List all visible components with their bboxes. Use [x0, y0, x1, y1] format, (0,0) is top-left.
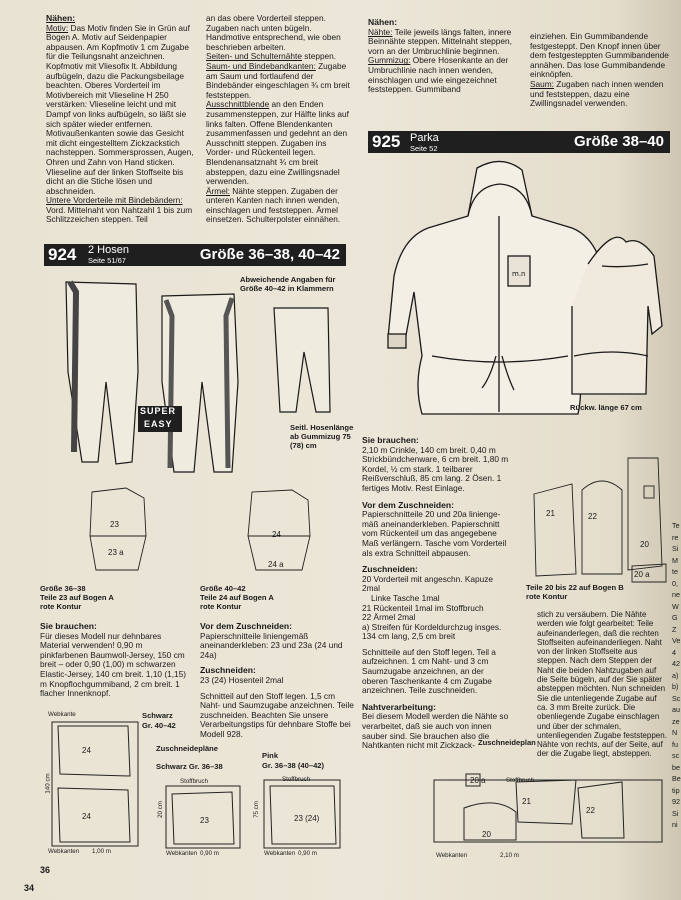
cut-off-fragment: 92 — [672, 797, 680, 806]
plan-stoffbruch: Stoffbruch — [506, 777, 535, 784]
label-naehte: Nähte: — [368, 26, 393, 37]
black-webkanten: Webkanten — [48, 848, 80, 855]
width-100: 1,00 m — [92, 848, 111, 855]
text-ausschnittblende: an den Enden zusammensteppen, zur Hälfte links auf links falten. Offene Blendenkanten zusammenfassen und gedehnt an den Ausschnitt steppen. Zugaben ins Vorder- und Rückenteil legen. Blendenansatznaht ¾ cm breit absteppen, dazu eine Zwillingsnadel verwenden. — [206, 99, 349, 187]
heading-nahtverarbeitung: Nahtverarbeitung: — [362, 701, 437, 712]
model-size-924: Größe 36–38, 40–42 — [199, 246, 340, 263]
g2b: Teile 24 auf Bogen A — [200, 592, 274, 602]
cut-off-fragment: M — [672, 555, 678, 565]
cut-item-1: 20 Vorderteil mit angeschn. Kapuze 2mal — [362, 573, 493, 594]
height-20: 20 cm — [156, 801, 164, 818]
parka-plan-title: Zuschneideplan — [478, 738, 536, 747]
cut-off-fragment: b) — [672, 682, 679, 691]
cut-item-2: Linke Tasche 1mal — [371, 592, 440, 603]
cut-off-fragment: W — [672, 601, 679, 611]
g2: Größe 40–42 — [200, 584, 246, 593]
cut-item-4: 22 Ärmel 2mal — [362, 612, 416, 623]
text-vor-dem-zuschneiden-925: Papierschnitteile 20 und 20a linienge-mäß aneinanderkleben. Papierschnitt vom Rückenteil um das angegebene Maß verlängern. Tasche vom Vorderteil als extra Schnitteil abpausen. — [362, 509, 507, 558]
text-seam-method: stich zu versäubern. Die Nähte werden wie folgt gearbeitet: Teile aufeinanderlegen, daß die rechten Stoffseiten aufeinanderliegen. Naht von der linken Stoffseite aus steppen. Nach dem Steppen der Naht die beiden Nahtzugaben auf die Seite bügeln, auf der Sie später absteppen möchten. Nun schneiden Sie die untenliegende Zugabe auf ca. 3 mm Breite zurück. Die obenliegende Zugabe einschlagen und über der schmalen, untenliegenden Zugabe feststeppen. Nähte von rechts, auf der Seite, auf der die Zugabe liegt, absteppen. — [537, 610, 667, 759]
black-webkante: Webkante — [48, 711, 76, 718]
label-seitennaehte: Seiten- und Schulternähte — [206, 51, 302, 62]
cut-off-fragment: 0, — [672, 578, 678, 588]
parka-pattern-pieces — [532, 454, 672, 584]
plan-label-21: 21 — [522, 797, 531, 806]
trousers-plans-title: Zuschneidepläne — [156, 744, 219, 753]
label-saum: Saum- und Bindebandkanten: — [206, 60, 316, 71]
piece-label-20: 20 — [640, 540, 649, 549]
model-number-924: 924 — [48, 245, 77, 264]
piece-24a: 24 a — [268, 560, 284, 569]
plan-webkanten: Webkanten — [436, 852, 468, 859]
height-75: 75 cm — [252, 801, 260, 818]
cut-off-fragment: N — [672, 728, 678, 737]
plan-piece-23: 23 — [200, 816, 209, 825]
text-zuschneiden-925: Schnitteile auf den Stoff legen. Teil a aufzeichnen. 1 cm Naht- und 3 cm Saumzugabe anzeichnen, an der oberen Taschenkante 4 cm Zugabe anzeichnen. Teile zuschneiden. — [362, 646, 496, 696]
piece-label-21: 21 — [546, 509, 555, 518]
cut-off-fragment: a) — [672, 670, 679, 680]
label-untere-vorderteile: Untere Vorderteile mit Bindebändern: — [46, 195, 183, 206]
g1b: Teile 23 auf Bogen A — [40, 592, 114, 602]
heading-sie-brauchen-924: Sie brauchen: — [40, 621, 97, 631]
sewing-instructions-top-left — [46, 14, 194, 225]
piece-label-22: 22 — [588, 512, 597, 521]
text-sie-brauchen-925: 2,10 m Crinkle, 140 cm breit. 0,40 m Strickbündchenware, 6 cm breit. 1,80 m Kordel, ½ cm stark. 1 teilbarer Reißverschluß, 85 cm lang. 2 Ösen. 1 fertiges Motiv. Rest Einlage. — [362, 444, 509, 493]
model-name-924: 2 Hosen — [88, 244, 129, 256]
model-page-924: Seite 51/67 — [88, 256, 126, 265]
sewing-instructions-top-far — [530, 32, 670, 109]
label-motiv: Motiv: — [46, 22, 69, 33]
model-name: Parka — [410, 132, 439, 144]
trousers-illustration — [46, 272, 346, 482]
cut-off-fragment: Sc — [672, 693, 681, 703]
text-sie-brauchen-924: Für dieses Modell nur dehnbares Material verwenden! 0,90 m pinkfarbenen Baumwoll-Jersey, 150 cm breit – oder 0,90 (1,00) m schwarzen Elastic-Jersey, 140 cm breit. 1,10 (1,15) m Knopflochgummiband, 2 cm breit. 1 flacher Innenknopf. — [40, 630, 187, 699]
trousers-cutting-plans — [48, 716, 358, 856]
model-924-banner — [44, 244, 346, 266]
page-number-outer: 34 — [24, 883, 35, 893]
cut-off-fragment: Te — [672, 521, 680, 530]
plan-piece-24b: 24 — [82, 812, 91, 821]
black-title: Schwarz — [142, 711, 173, 720]
text-motiv: Das Motiv finden Sie in Grün auf Bogen A. Motiv auf Seidenpapier abpausen. Am Kopfmotiv 1 cm Zugabe für die Teilungsnaht anzeichnen. Kopfmotiv mit Vliesofix lt. Abbildung aufbügeln, dazu die Packungsbeilage beachten. Oberes Vorderteil im Motivbereich mit Vlieseline H 250 verstärken: Vlieseline leicht und mit Dampf von links aufbügeln, so läßt sie sich später wieder entfernen. Motivaußenkanten sowie das Gesicht mit dicht eingestelltem Zickzackstich nachsteppen. Sommersprossen, Augen, Ohren und Zahn von Hand sticken. Vlieseline auf der linken Stoffseite bis dicht an die Stiche lösen und abschneiden. — [46, 22, 194, 196]
text-gummiband: einziehen. Ein Gummibandende festgesteppt. Den Knopf innen über dem festgesteppten Gummibandende annähen. Das lose Gummibandende einknöpfen. — [530, 31, 669, 80]
text-nahtverarbeitung: Bei diesem Modell werden die Nähte so verarbeitet, daß sie auch von innen sauber sind. Sie brauchen also die Nahtkanten nicht mit Zickzack- — [362, 711, 509, 751]
cut-item-5: a) Streifen für Kordeldurchzug insges. 134 cm lang, 2,5 cm breit — [362, 621, 502, 642]
pink-size: Gr. 36–38 (40–42) — [262, 761, 325, 770]
plan-label-20top: 20 a — [470, 776, 486, 785]
side-length: Seitl. Hosenlänge ab Gummizug 75 (78) cm — [290, 423, 354, 450]
super-easy-badge-bottom: EASY — [144, 419, 173, 429]
model-page: Seite 52 — [410, 144, 438, 153]
cut-off-fragment: au — [672, 705, 680, 714]
width-090b: 0,90 m — [298, 850, 317, 857]
cut-off-fragment: 42 — [672, 659, 680, 668]
parka-seam-method — [537, 610, 669, 759]
piece-24: 24 — [272, 530, 281, 539]
pink-stoffbruch: Stoffbruch — [282, 776, 311, 783]
cut-off-fragment: Si — [672, 544, 679, 553]
trousers-materials — [40, 622, 188, 699]
trousers-pattern-pieces — [82, 486, 362, 576]
cut-off-fragment: ne — [672, 590, 680, 599]
text-zuschneiden-924: 23 (24) Hosenteil 2mal — [200, 674, 284, 685]
width-140: 140 cm — [44, 773, 52, 794]
text-untere-vorderteile: Vord. Mittelnaht von Nahtzahl 1 bis zum Schlitzzeichen steppen. Teil — [46, 204, 193, 225]
parts-title: Teile 20 bis 22 auf Bogen B — [526, 583, 624, 592]
plan-width: 2,10 m — [500, 852, 519, 859]
black-size: Gr. 40–42 — [142, 721, 176, 730]
cut-off-column — [672, 520, 681, 831]
parka-illustration — [362, 156, 672, 428]
cut-off-fragment: Ve — [672, 636, 681, 645]
back-length-label: Rückw. länge 67 cm — [570, 403, 642, 412]
sewing-instructions-top-right — [368, 18, 516, 95]
sewing-instructions-top-middle — [206, 14, 354, 225]
cut-off-fragment: re — [672, 532, 679, 542]
super-easy-badge-top: SUPER — [140, 406, 177, 416]
cut-off-fragment: tip — [672, 785, 680, 795]
width-090: 0,90 m — [200, 850, 219, 857]
heading-sie-brauchen-925: Sie brauchen: — [362, 435, 419, 445]
pink-title: Pink — [262, 751, 279, 760]
cut-off-fragment: be — [672, 762, 680, 772]
heading-naehen-2: Nähen: — [368, 17, 398, 27]
cut-off-fragment: ze — [672, 716, 680, 726]
g1c: rote Kontur — [40, 601, 82, 611]
heading-zuschneiden-925: Zuschneiden: — [362, 564, 418, 575]
text-naehte: Teile jeweils längs falten, innere Beinnähte steppen. Mittelnaht steppen, vorn an der Umbruchlinie beginnen. — [368, 26, 512, 56]
text-zuschneiden-924-2: Schnitteil auf den Stoff legen. 1,5 cm Naht- und Saumzugabe anzeichnen. Teile zuschneiden. Beachten Sie unsere Verarbeitungstips für dehnbare Stoffe bei Modell 928. — [200, 690, 354, 739]
piece-23a: 23 a — [108, 548, 124, 557]
label-aermel: Ärmel: — [206, 185, 230, 196]
g2c: rote Kontur — [200, 601, 242, 611]
piece-label-20a: 20 a — [634, 570, 650, 579]
model-size: Größe 38–40 — [573, 133, 664, 150]
pink-webkanten: Webkanten — [264, 850, 296, 857]
cut-off-fragment: 4 — [672, 647, 676, 657]
size-note: Abweichende Angaben für Größe 40–42 in Klammern — [240, 275, 336, 293]
heading-naehen: Nähen: — [46, 13, 76, 23]
label-saum-2: Saum: — [530, 78, 554, 89]
parka-parts-title — [526, 584, 624, 602]
page-number-inner: 36 — [40, 865, 51, 875]
size-group-36-38 — [40, 585, 114, 611]
plan-piece-23-24: 23 (24) — [294, 814, 320, 823]
svg-text:m.n: m.n — [512, 270, 526, 278]
heading-vor-dem-zuschneiden-925: Vor dem Zuschneiden: — [362, 499, 454, 510]
black-plan-webkanten: Webkanten — [166, 850, 198, 857]
cut-off-fragment: fu — [672, 739, 678, 749]
model-number: 925 — [372, 132, 401, 151]
plan-label-22: 22 — [586, 806, 595, 815]
black-plan-title: Schwarz Gr. 36–38 — [156, 762, 223, 771]
cut-item-3: 21 Rückenteil 1mal im Stoffbruch — [362, 602, 484, 613]
parka-cutting-plan — [426, 752, 666, 852]
plan-piece-24a: 24 — [82, 746, 91, 755]
parts-contour: rote Kontur — [526, 591, 568, 601]
piece-23: 23 — [110, 520, 119, 529]
plan-label-20: 20 — [482, 830, 491, 839]
text-vor-dem-zuschneiden-924: Papierschnitteile liniengemäß aneinanderkleben: 23 und 23a (24 und 24a) — [200, 630, 343, 660]
text-saum-2: Zugaben nach innen wenden und feststeppen, dazu eine Zwillingsnadel verwenden. — [530, 78, 664, 109]
cut-off-fragment: Si — [672, 808, 679, 818]
text-aermel: Nähte steppen. Zugaben der unteren Kanten nach innen wenden, einschlagen und feststeppen. Ärmel einsetzen. Schulterpolster einnähen. — [206, 185, 341, 225]
label-gummizug: Gummizug: — [368, 55, 411, 66]
heading-vor-dem-zuschneiden-924: Vor dem Zuschneiden: — [200, 621, 292, 631]
cut-off-fragment: G — [672, 613, 678, 622]
model-925-banner — [368, 131, 670, 153]
cut-off-fragment: Be — [672, 774, 681, 783]
text-mid-1: an das obere Vorderteil steppen. Zugaben nach unten bügeln. Handmotive entsprechend, wie oben beschrieben arbeiten. — [206, 13, 341, 52]
text-seitennaehte: steppen. — [304, 51, 337, 62]
heading-zuschneiden-924: Zuschneiden: — [200, 665, 256, 676]
black-stoffbruch: Stoffbruch — [180, 778, 209, 785]
cut-off-fragment: Z — [672, 624, 677, 634]
text-gummizug: Obere Hosenkante an der Umbruchlinie nach innen wenden, einschlagen und wie eingezeichnet feststeppen. Gummiband — [368, 55, 509, 95]
cut-off-fragment: te — [672, 567, 678, 576]
cut-off-fragment: ni — [672, 820, 678, 829]
g1: Größe 36–38 — [40, 584, 86, 593]
text-saum: Zugabe am Saum und fortlaufend der Bindebänder eingeschlagen ¾ cm breit feststeppen. — [206, 60, 350, 100]
size-group-40-42 — [200, 585, 274, 611]
parka-materials — [362, 436, 510, 751]
label-ausschnittblende: Ausschnittblende — [206, 99, 270, 110]
cut-off-fragment: sc — [672, 751, 680, 760]
